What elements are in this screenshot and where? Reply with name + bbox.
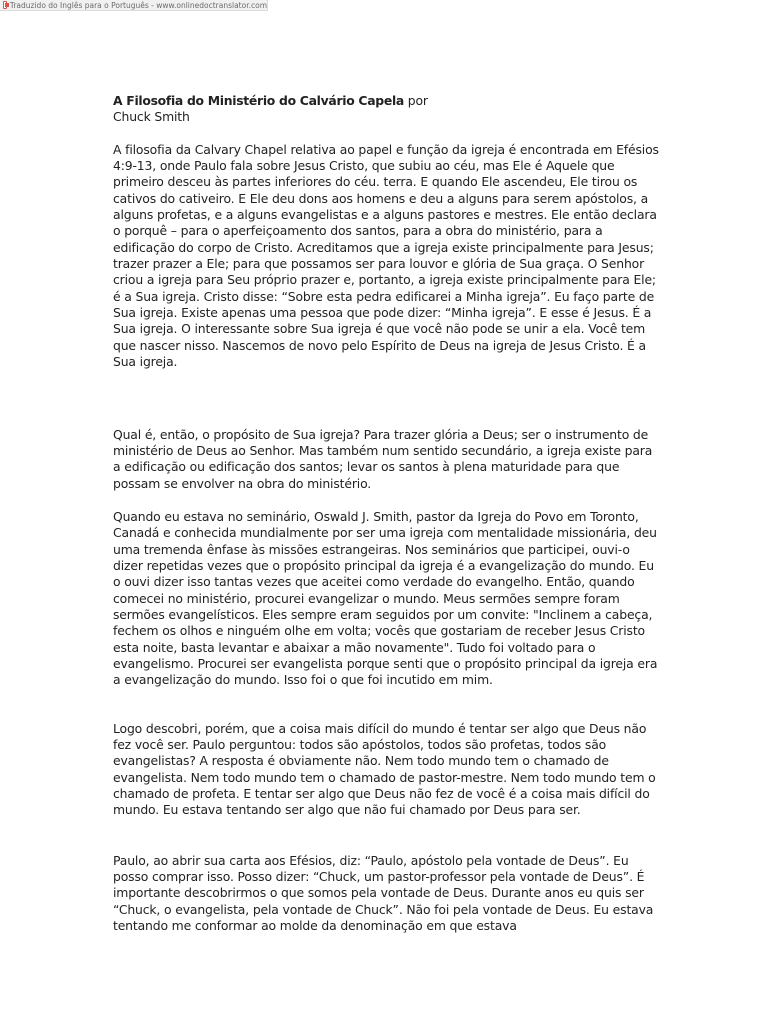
paragraph-gap [113,819,661,853]
paragraph-5: Paulo, ao abrir sua carta aos Efésios, diz: “Paulo, apóstolo pela vontade de Deus”. Eu posso comprar isso. Posso dizer: “Chuck, um pastor-professor pela vontade de Deus”. É importante descobrirmos o que somos pela vontade de Deus. Durante anos eu quis ser “Chuck, o evangelista, pela vontade de Chuck”. Não foi pela vontade de Deus. Eu estava tentando me conformar ao molde da denominação em que estava [113,852,654,934]
paragraph-gap [113,689,661,721]
document-author: Chuck Smith [113,109,190,125]
paragraph-gap [113,371,661,427]
paragraph-1: A filosofia da Calvary Chapel relativa ao papel e função da igreja é encontrada em Efésios 4:9-13, onde Paulo fala sobre Jesus Cristo, que subiu ao céu, mas Ele é Aquele que primeiro desceu às partes inferiores do céu. terra. E quando Ele ascendeu, Ele tirou os cativos do cativeiro. E Ele deu dons aos homens e deu a alguns para serem apóstolos, a alguns profetas, e a alguns evangelistas e a alguns pastores e mestres. Ele então declara o porquê – para o aperfeiçoamento dos santos, para a obra do ministério, para a edificação do corpo de Cristo. Acreditamos que a igreja existe principalmente para Jesus; trazer prazer a Ele; para que possamos ser para louvor e glória de Sua graça. O Senhor criou a igreja para Seu próprio prazer e, portanto, a igreja existe principalmente para Ele; é a Sua igreja. Cristo disse: “Sobre esta pedra edificarei a Minha igreja”. Eu faço parte de Sua igreja. Existe apenas uma pessoa que pode dizer: “Minha igreja”. E esse é Jesus. É a Sua igreja. O interessante sobre Sua igreja é que você não pode se unir a ela. Você tem que nascer nisso. Nascemos de novo pelo Espírito de Deus na igreja de Jesus Cristo. É a Sua igreja. [113,141,659,370]
paragraph-4: Logo descobri, porém, que a coisa mais difícil do mundo é tentar ser algo que Deus não fez você ser. Paulo perguntou: todos são apóstolos, todos são profetas, todos são evangelistas? A resposta é obviamente não. Nem todo mundo tem o chamado de evangelista. Nem todo mundo tem o chamado de pastor-mestre. Nem todo mundo tem o chamado de profeta. E tentar ser algo que Deus não fez de você é a coisa mais difícil do mundo. Eu estava tentando ser algo que não fui chamado por Deus para ser. [113,720,656,818]
document-by: por [407,93,428,108]
paragraph-gap [113,492,661,509]
document-title: A Filosofia do Ministério do Calvário Capela [113,93,404,108]
translator-icon [3,1,7,9]
document-heading [113,93,661,109]
translator-banner[interactable] [0,0,268,11]
paragraph-3: Quando eu estava no seminário, Oswald J. Smith, pastor da Igreja do Povo em Toronto, Canadá e conhecida mundialmente por ser uma igreja com mentalidade missionária, deu uma tremenda ênfase às missões estrangeiras. Nos seminários que participei, ouvi-o dizer repetidas vezes que o propósito principal da igreja é a evangelização do mundo. Eu o ouvi dizer isso tantas vezes que aceitei como verdade do evangelho. Então, quando comecei no ministério, procurei evangelizar o mundo. Meus sermões sempre foram sermões evangelísticos. Eles sempre eram seguidos por um convite: "Inclinem a cabeça, fechem os olhos e ninguém olhe em volta; vocês que gostariam de receber Jesus Cristo esta noite, basta levantar e abaixar a mão novamente". Tudo foi voltado para o evangelismo. Procurei ser evangelista porque senti que o propósito principal da igreja era a evangelização do mundo. Isso foi o que foi incutido em mim. [113,508,658,688]
document-page [113,93,661,934]
paragraph-2: Qual é, então, o propósito de Sua igreja? Para trazer glória a Deus; ser o instrumento de ministério de Deus ao Senhor. Mas também num sentido secundário, a igreja existe para a edificação ou edificação dos santos; levar os santos à plena maturidade para que possam se envolver na obra do ministério. [113,426,653,491]
translator-banner-text[interactable]: Traduzido do Inglês para o Português - www.onlinedoctranslator.com [9,0,267,10]
